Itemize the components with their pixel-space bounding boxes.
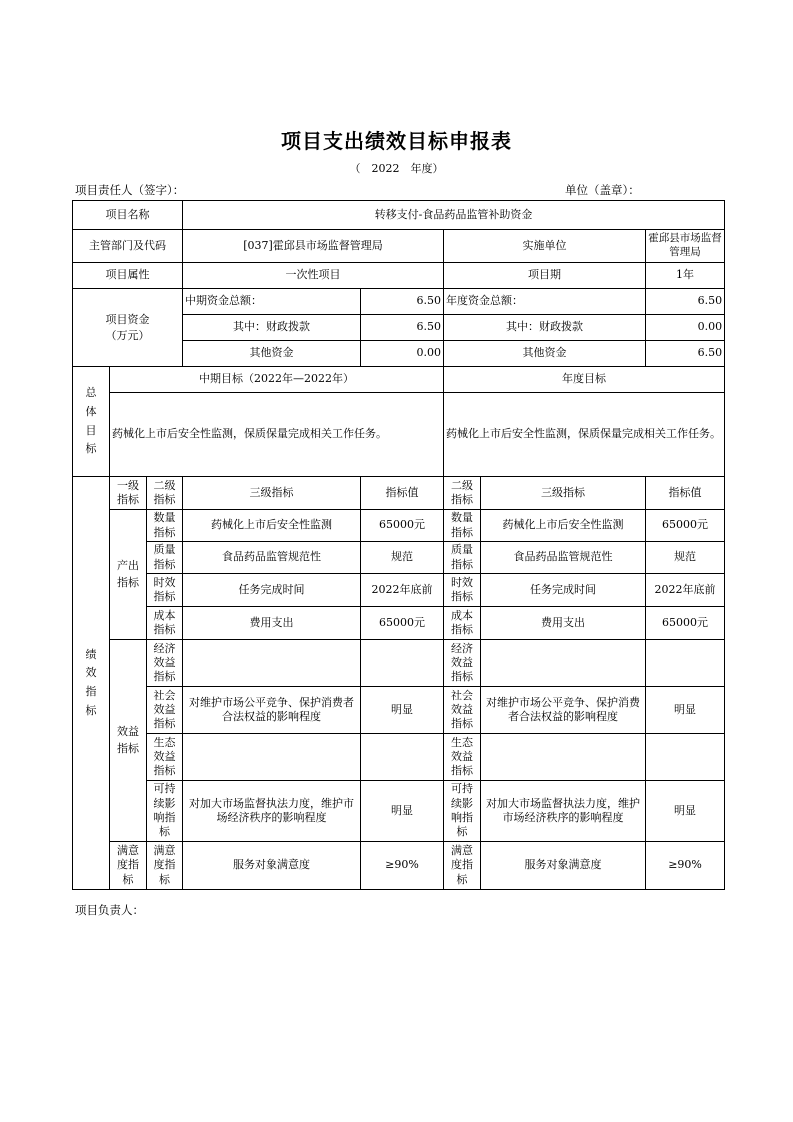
indicator-value: 2022年底前: [361, 574, 444, 607]
mid-other-label: 其他资金: [183, 341, 361, 367]
col-l2-header-mid: 二级指标: [147, 477, 183, 510]
table-row: [73, 781, 725, 842]
indicator-l2: 时效指标: [147, 574, 183, 607]
table-row: [73, 574, 725, 607]
indicator-l2-year: 生态效益指标: [444, 734, 481, 781]
indicator-l2: 经济效益指标: [147, 640, 183, 687]
indicator-l2-year: 数量指标: [444, 510, 481, 542]
impl-unit-value: 霍邱县市场监督管理局: [646, 230, 725, 263]
indicator-l2-year: 社会效益指标: [444, 687, 481, 734]
indicator-l3: 食品药品监管规范性: [183, 542, 361, 574]
table-row: [73, 842, 725, 890]
indicator-value: 65000元: [361, 607, 444, 640]
indicator-value-year: [646, 640, 725, 687]
table-row: [73, 640, 725, 687]
indicator-value-year: 65000元: [646, 510, 725, 542]
performance-goal-table: [72, 200, 725, 890]
row-perf-header: [73, 477, 725, 510]
indicator-l3-year: 对加大市场监督执法力度，维护市场经济秩序的影响程度: [481, 781, 646, 842]
row-goals-header: [73, 367, 725, 393]
row-funds-total: [73, 289, 725, 315]
mid-fiscal-value: 6.50: [361, 315, 444, 341]
mid-total-label: 中期资金总额：: [183, 289, 361, 315]
indicator-l3: 对维护市场公平竞争、保护消费者合法权益的影响程度: [183, 687, 361, 734]
indicator-value-year: 2022年底前: [646, 574, 725, 607]
indicator-l2-year: 可持续影响指标: [444, 781, 481, 842]
indicator-l2: 数量指标: [147, 510, 183, 542]
indicator-l2-year: 成本指标: [444, 607, 481, 640]
indicator-value: 明显: [361, 687, 444, 734]
indicator-l3-year: [481, 640, 646, 687]
year-fiscal-label: 其中：财政拨款: [444, 315, 646, 341]
output-indicator-label: [110, 510, 147, 640]
indicator-l3-year: 任务完成时间: [481, 574, 646, 607]
table-row: [73, 687, 725, 734]
indicator-value-year: 规范: [646, 542, 725, 574]
indicator-value: ≥90%: [361, 842, 444, 890]
mid-goal-header: 中期目标（2022年—2022年）: [110, 367, 444, 393]
project-funds-label: [73, 289, 183, 367]
table-row: [73, 542, 725, 574]
indicator-l2: 满意度指标: [147, 842, 183, 890]
dept-label: 主管部门及代码: [73, 230, 183, 263]
project-name-label: 项目名称: [73, 201, 183, 230]
col-l1-header: 一级指标: [110, 477, 147, 510]
project-attr-value: 一次性项目: [183, 263, 444, 289]
overall-goal-label-text: 总体目标: [85, 386, 97, 456]
responsible-person-label: 项目责任人（签字）：: [75, 183, 185, 197]
indicator-l2: 生态效益指标: [147, 734, 183, 781]
year-goal-text: 药械化上市后安全性监测，保质保量完成相关工作任务。: [444, 393, 725, 477]
indicator-l2-year: 经济效益指标: [444, 640, 481, 687]
indicator-l3: [183, 640, 361, 687]
year-total-label: 年度资金总额：: [444, 289, 646, 315]
table-row: [73, 510, 725, 542]
indicator-l3-year: 食品药品监管规范性: [481, 542, 646, 574]
col-l3-header-year: 三级指标: [481, 477, 646, 510]
indicator-l3: 对加大市场监督执法力度，维护市场经济秩序的影响程度: [183, 781, 361, 842]
mid-other-value: 0.00: [361, 341, 444, 367]
indicator-l2: 成本指标: [147, 607, 183, 640]
overall-goal-label: [73, 367, 110, 477]
col-l3-header-mid: 三级指标: [183, 477, 361, 510]
year-total-value: 6.50: [646, 289, 725, 315]
year-other-label: 其他资金: [444, 341, 646, 367]
indicator-l2: 可持续影响指标: [147, 781, 183, 842]
output-indicator-label-text: 产出指标: [117, 559, 139, 589]
year-other-value: 6.50: [646, 341, 725, 367]
year-goal-header: 年度目标: [444, 367, 725, 393]
indicator-l2-year: 质量指标: [444, 542, 481, 574]
col-l2-header-year: 二级指标: [444, 477, 481, 510]
row-project-name: [73, 201, 725, 230]
project-funds-label-text: 项目资金（万元）: [105, 313, 150, 342]
row-attribute: [73, 263, 725, 289]
row-department: [73, 230, 725, 263]
indicator-l2: 质量指标: [147, 542, 183, 574]
project-owner-label: 项目负责人：: [75, 903, 144, 917]
indicator-value-year: 65000元: [646, 607, 725, 640]
year-fiscal-value: 0.00: [646, 315, 725, 341]
indicator-value: 规范: [361, 542, 444, 574]
table-row: [73, 607, 725, 640]
row-goals-text: [73, 393, 725, 477]
indicator-value-year: 明显: [646, 781, 725, 842]
col-val-header-year: 指标值: [646, 477, 725, 510]
indicator-l3-year: 药械化上市后安全性监测: [481, 510, 646, 542]
indicator-l3: 任务完成时间: [183, 574, 361, 607]
project-attr-label: 项目属性: [73, 263, 183, 289]
page-title: 项目支出绩效目标申报表: [281, 129, 512, 153]
indicator-l3: 服务对象满意度: [183, 842, 361, 890]
indicator-value: 65000元: [361, 510, 444, 542]
indicator-l3-year: 对维护市场公平竞争、保护消费者合法权益的影响程度: [481, 687, 646, 734]
col-val-header-mid: 指标值: [361, 477, 444, 510]
fiscal-year: （ 2022 年度）: [349, 162, 444, 175]
indicator-l3-year: [481, 734, 646, 781]
indicator-value-year: [646, 734, 725, 781]
unit-seal-label: 单位（盖章）：: [565, 183, 640, 197]
indicator-l2: 社会效益指标: [147, 687, 183, 734]
indicator-value-year: ≥90%: [646, 842, 725, 890]
mid-goal-text: 药械化上市后安全性监测，保质保量完成相关工作任务。: [110, 393, 444, 477]
indicator-l3: 药械化上市后安全性监测: [183, 510, 361, 542]
indicator-l2-year: 时效指标: [444, 574, 481, 607]
project-period-label: 项目期: [444, 263, 646, 289]
indicator-value: [361, 640, 444, 687]
indicator-l2-year: 满意度指标: [444, 842, 481, 890]
impl-unit-label: 实施单位: [444, 230, 646, 263]
benefit-indicator-label: [110, 640, 147, 842]
indicator-value-year: 明显: [646, 687, 725, 734]
dept-value: [037]霍邱县市场监督管理局: [183, 230, 444, 263]
project-period-value: 1年: [646, 263, 725, 289]
indicator-l3-year: 费用支出: [481, 607, 646, 640]
indicator-value: 明显: [361, 781, 444, 842]
table-row: [73, 734, 725, 781]
perf-indicator-label: [73, 477, 110, 890]
satisfaction-indicator-label: 满意度指标: [110, 842, 147, 890]
perf-indicator-label-text: 绩效指标: [85, 647, 97, 717]
mid-fiscal-label: 其中：财政拨款: [183, 315, 361, 341]
project-name-value: 转移支付-食品药品监管补助资金: [183, 201, 725, 230]
indicator-value: [361, 734, 444, 781]
indicator-l3-year: 服务对象满意度: [481, 842, 646, 890]
mid-total-value: 6.50: [361, 289, 444, 315]
indicator-l3: [183, 734, 361, 781]
indicator-l3: 费用支出: [183, 607, 361, 640]
benefit-indicator-label-text: 效益指标: [117, 725, 139, 755]
